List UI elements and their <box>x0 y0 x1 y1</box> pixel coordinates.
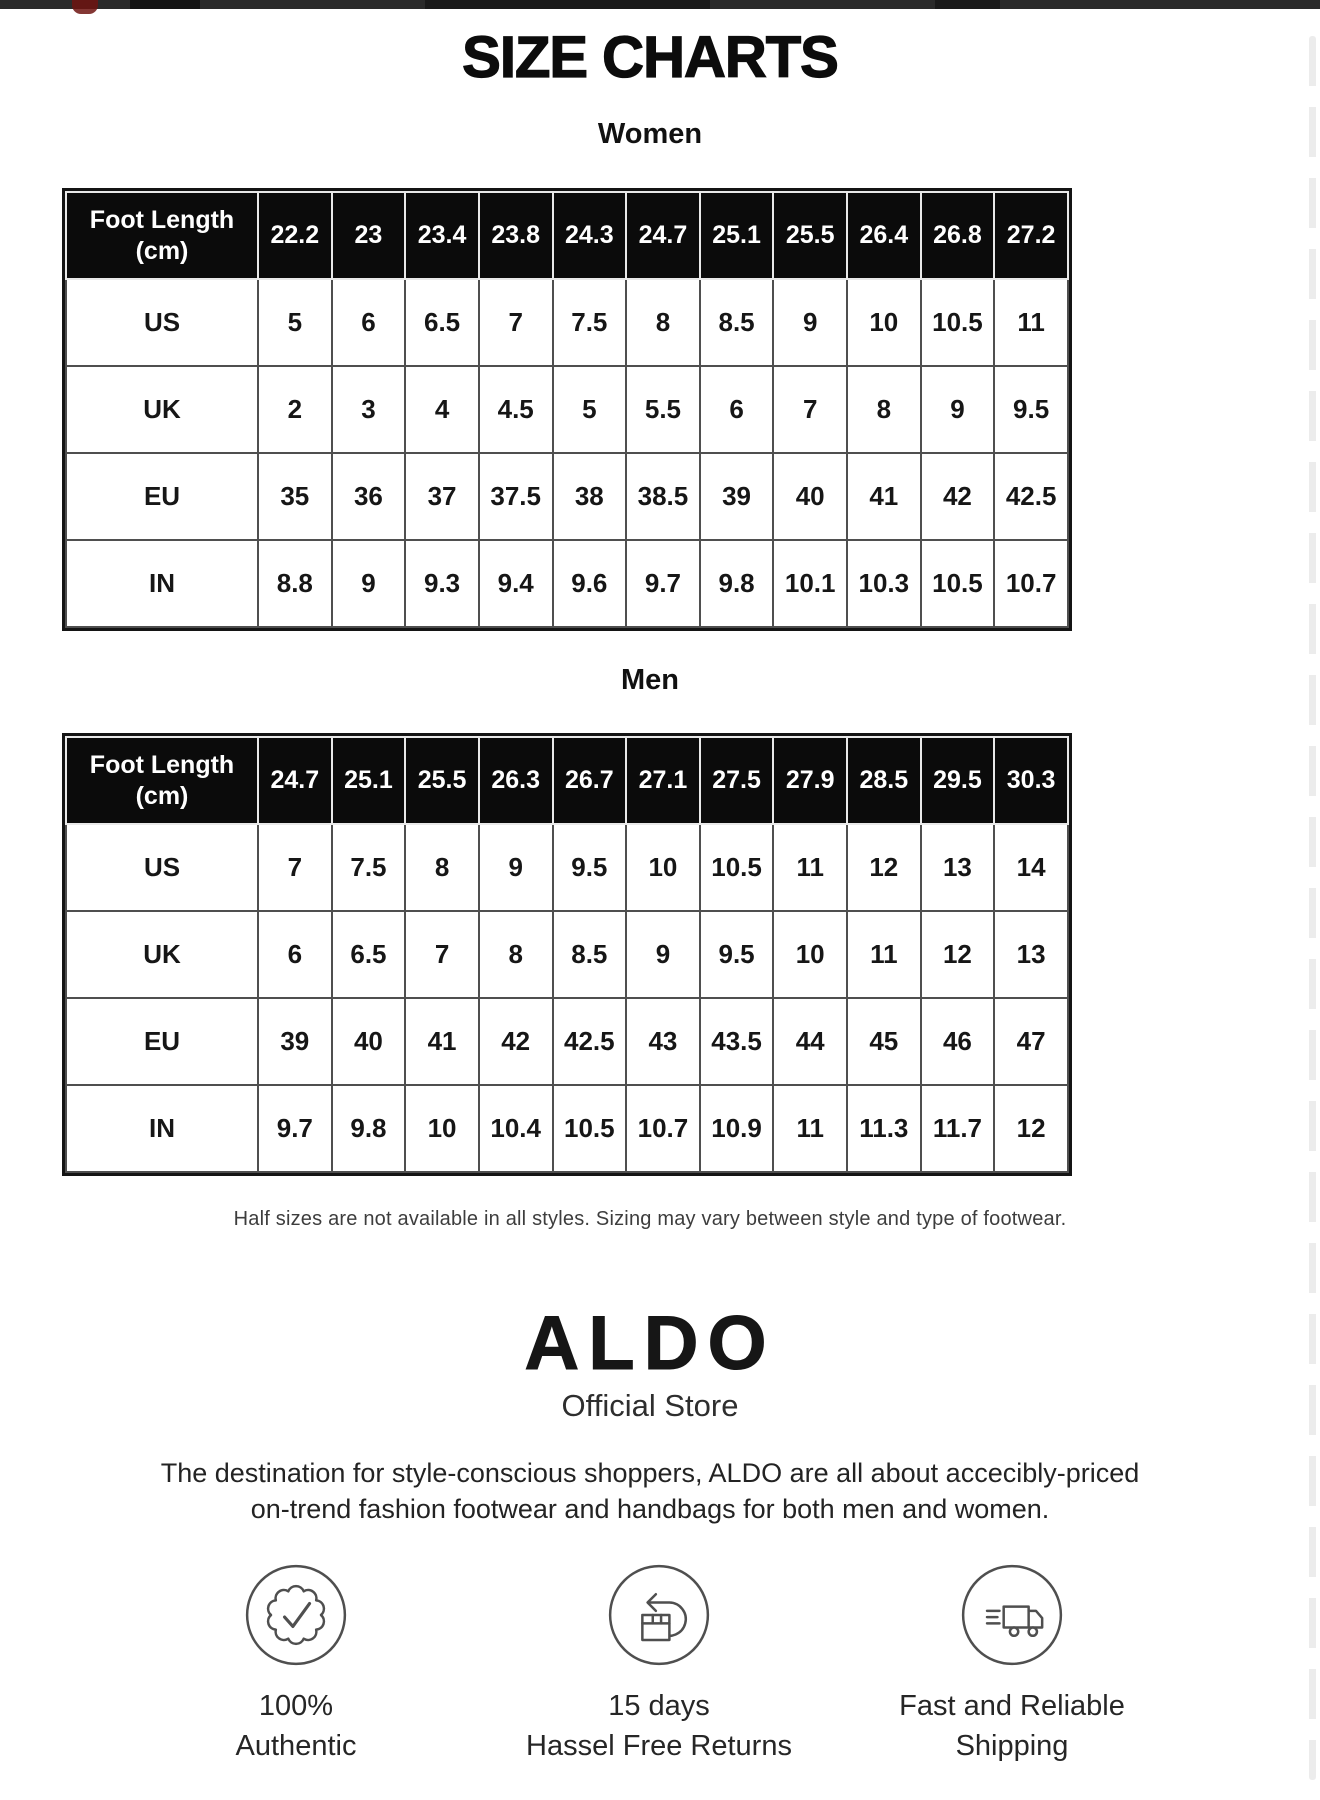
returns-box-icon <box>607 1563 711 1672</box>
size-conversion-table <box>65 736 1069 1173</box>
size-value: 9.8 <box>700 540 774 627</box>
size-system-label: EU <box>66 998 258 1085</box>
men-size-table <box>62 733 1072 1176</box>
right-edge-artifact <box>1309 36 1316 1780</box>
size-value: 9 <box>626 911 700 998</box>
top-edge-dark-segment <box>425 0 710 9</box>
size-value: 6 <box>700 366 774 453</box>
size-row-eu <box>66 453 1068 540</box>
foot-length-value: 29.5 <box>921 737 995 824</box>
size-system-label: UK <box>66 911 258 998</box>
foot-length-value: 26.8 <box>921 192 995 279</box>
size-value: 40 <box>773 453 847 540</box>
sizing-footnote: Half sizes are not available in all styles. Sizing may vary between style and type of footwear. <box>233 1208 1067 1230</box>
size-value: 39 <box>258 998 332 1085</box>
size-value: 7 <box>479 279 553 366</box>
size-value: 36 <box>332 453 406 540</box>
size-value: 45 <box>847 998 921 1085</box>
size-value: 43.5 <box>700 998 774 1085</box>
size-value: 9 <box>332 540 406 627</box>
size-value: 9.5 <box>700 911 774 998</box>
foot-length-value: 23 <box>332 192 406 279</box>
size-value: 10.5 <box>921 279 995 366</box>
size-value: 10.5 <box>921 540 995 627</box>
size-value: 43 <box>626 998 700 1085</box>
feature-authentic <box>116 1563 476 1766</box>
size-value: 11 <box>994 279 1068 366</box>
men-section-heading: Men <box>621 664 679 696</box>
foot-length-value: 25.1 <box>700 192 774 279</box>
size-value: 12 <box>847 824 921 911</box>
size-value: 13 <box>994 911 1068 998</box>
foot-length-value: 25.5 <box>773 192 847 279</box>
shipping-truck-icon <box>960 1563 1064 1672</box>
foot-length-value: 26.4 <box>847 192 921 279</box>
women-size-table <box>62 188 1072 631</box>
feature-caption-line: Authentic <box>235 1730 357 1762</box>
size-value: 7.5 <box>553 279 627 366</box>
size-row-us <box>66 824 1068 911</box>
feature-caption-line: 100% <box>258 1690 334 1722</box>
foot-length-value: 27.1 <box>626 737 700 824</box>
size-value: 11 <box>847 911 921 998</box>
size-value: 10.1 <box>773 540 847 627</box>
size-value: 6.5 <box>405 279 479 366</box>
women-section-heading: Women <box>597 118 703 150</box>
size-value: 5 <box>553 366 627 453</box>
size-value: 6 <box>258 911 332 998</box>
top-edge-dark-segment <box>935 0 1000 9</box>
store-description-line: on-trend fashion footwear and handbags for both men and women. <box>250 1494 1050 1524</box>
feature-shipping <box>792 1563 1232 1766</box>
size-value: 8 <box>847 366 921 453</box>
foot-length-value: 24.7 <box>626 192 700 279</box>
size-value: 8 <box>479 911 553 998</box>
size-value: 10.5 <box>700 824 774 911</box>
size-value: 42.5 <box>553 998 627 1085</box>
foot-length-value: 26.3 <box>479 737 553 824</box>
size-row-us <box>66 279 1068 366</box>
size-value: 44 <box>773 998 847 1085</box>
foot-length-value: 27.5 <box>700 737 774 824</box>
size-value: 40 <box>332 998 406 1085</box>
feature-caption <box>792 1686 1232 1766</box>
size-value: 5.5 <box>626 366 700 453</box>
size-value: 10.5 <box>553 1085 627 1172</box>
size-value: 10 <box>847 279 921 366</box>
size-value: 6 <box>332 279 406 366</box>
size-value: 8 <box>405 824 479 911</box>
size-value: 38 <box>553 453 627 540</box>
foot-length-value: 26.7 <box>553 737 627 824</box>
foot-length-value: 27.2 <box>994 192 1068 279</box>
foot-length-value: 23.4 <box>405 192 479 279</box>
size-value: 10.7 <box>994 540 1068 627</box>
size-value: 10.7 <box>626 1085 700 1172</box>
top-edge-dark-segment <box>130 0 200 9</box>
size-value: 7 <box>773 366 847 453</box>
size-value: 14 <box>994 824 1068 911</box>
size-value: 38.5 <box>626 453 700 540</box>
brand-logo: ALDO <box>524 1301 776 1386</box>
foot-length-value: 22.2 <box>258 192 332 279</box>
size-value: 9.8 <box>332 1085 406 1172</box>
feature-caption-line: Fast and Reliable <box>899 1690 1125 1722</box>
size-value: 9.7 <box>626 540 700 627</box>
size-value: 4 <box>405 366 479 453</box>
size-value: 12 <box>994 1085 1068 1172</box>
size-value: 10.3 <box>847 540 921 627</box>
store-description-line: The destination for style-conscious shoppers, ALDO are all about accecibly-priced <box>160 1458 1140 1488</box>
size-value: 9.7 <box>258 1085 332 1172</box>
feature-caption-line: Shipping <box>955 1730 1069 1762</box>
size-value: 9 <box>479 824 553 911</box>
size-value: 9.5 <box>553 824 627 911</box>
size-value: 11.3 <box>847 1085 921 1172</box>
size-value: 46 <box>921 998 995 1085</box>
size-value: 47 <box>994 998 1068 1085</box>
size-value: 11 <box>773 824 847 911</box>
size-value: 9.6 <box>553 540 627 627</box>
size-value: 11.7 <box>921 1085 995 1172</box>
foot-length-value: 30.3 <box>994 737 1068 824</box>
page-title: SIZE CHARTS <box>462 25 838 90</box>
size-value: 41 <box>405 998 479 1085</box>
store-description <box>0 1455 1300 1527</box>
size-value: 42 <box>479 998 553 1085</box>
size-value: 42 <box>921 453 995 540</box>
size-value: 8 <box>626 279 700 366</box>
size-value: 10 <box>626 824 700 911</box>
size-row-eu <box>66 998 1068 1085</box>
size-value: 9.3 <box>405 540 479 627</box>
size-value: 10 <box>773 911 847 998</box>
size-system-label: US <box>66 824 258 911</box>
foot-length-header-row <box>66 737 1068 824</box>
size-row-uk <box>66 911 1068 998</box>
foot-length-value: 24.3 <box>553 192 627 279</box>
size-value: 42.5 <box>994 453 1068 540</box>
size-value: 13 <box>921 824 995 911</box>
foot-length-value: 25.5 <box>405 737 479 824</box>
size-system-label: EU <box>66 453 258 540</box>
size-value: 12 <box>921 911 995 998</box>
size-value: 41 <box>847 453 921 540</box>
size-system-label: IN <box>66 1085 258 1172</box>
size-value: 2 <box>258 366 332 453</box>
foot-length-header-row <box>66 192 1068 279</box>
feature-caption-line: Hassel Free Returns <box>526 1730 792 1762</box>
size-value: 7 <box>405 911 479 998</box>
foot-length-value: 27.9 <box>773 737 847 824</box>
red-mark-artifact <box>72 0 98 14</box>
size-value: 5 <box>258 279 332 366</box>
size-conversion-table <box>65 191 1069 628</box>
size-system-label: US <box>66 279 258 366</box>
size-system-label: IN <box>66 540 258 627</box>
brand-subtitle: Official Store <box>561 1388 739 1423</box>
size-value: 10.4 <box>479 1085 553 1172</box>
feature-caption-line: 15 days <box>608 1690 710 1722</box>
size-value: 39 <box>700 453 774 540</box>
size-value: 7.5 <box>332 824 406 911</box>
size-value: 10 <box>405 1085 479 1172</box>
size-value: 8.8 <box>258 540 332 627</box>
size-value: 9 <box>921 366 995 453</box>
foot-length-header: Foot Length (cm) <box>66 737 258 824</box>
size-value: 7 <box>258 824 332 911</box>
size-row-in <box>66 540 1068 627</box>
size-value: 8.5 <box>700 279 774 366</box>
size-value: 9 <box>773 279 847 366</box>
size-value: 11 <box>773 1085 847 1172</box>
size-row-uk <box>66 366 1068 453</box>
size-value: 3 <box>332 366 406 453</box>
size-value: 8.5 <box>553 911 627 998</box>
top-edge-artifact <box>0 0 1320 9</box>
size-value: 37 <box>405 453 479 540</box>
feature-caption <box>116 1686 476 1766</box>
foot-length-value: 25.1 <box>332 737 406 824</box>
size-value: 9.4 <box>479 540 553 627</box>
foot-length-value: 24.7 <box>258 737 332 824</box>
size-value: 9.5 <box>994 366 1068 453</box>
size-value: 10.9 <box>700 1085 774 1172</box>
size-value: 4.5 <box>479 366 553 453</box>
size-value: 35 <box>258 453 332 540</box>
size-row-in <box>66 1085 1068 1172</box>
foot-length-value: 28.5 <box>847 737 921 824</box>
authentic-badge-icon <box>244 1563 348 1672</box>
size-value: 37.5 <box>479 453 553 540</box>
foot-length-value: 23.8 <box>479 192 553 279</box>
size-system-label: UK <box>66 366 258 453</box>
foot-length-header: Foot Length (cm) <box>66 192 258 279</box>
size-value: 6.5 <box>332 911 406 998</box>
